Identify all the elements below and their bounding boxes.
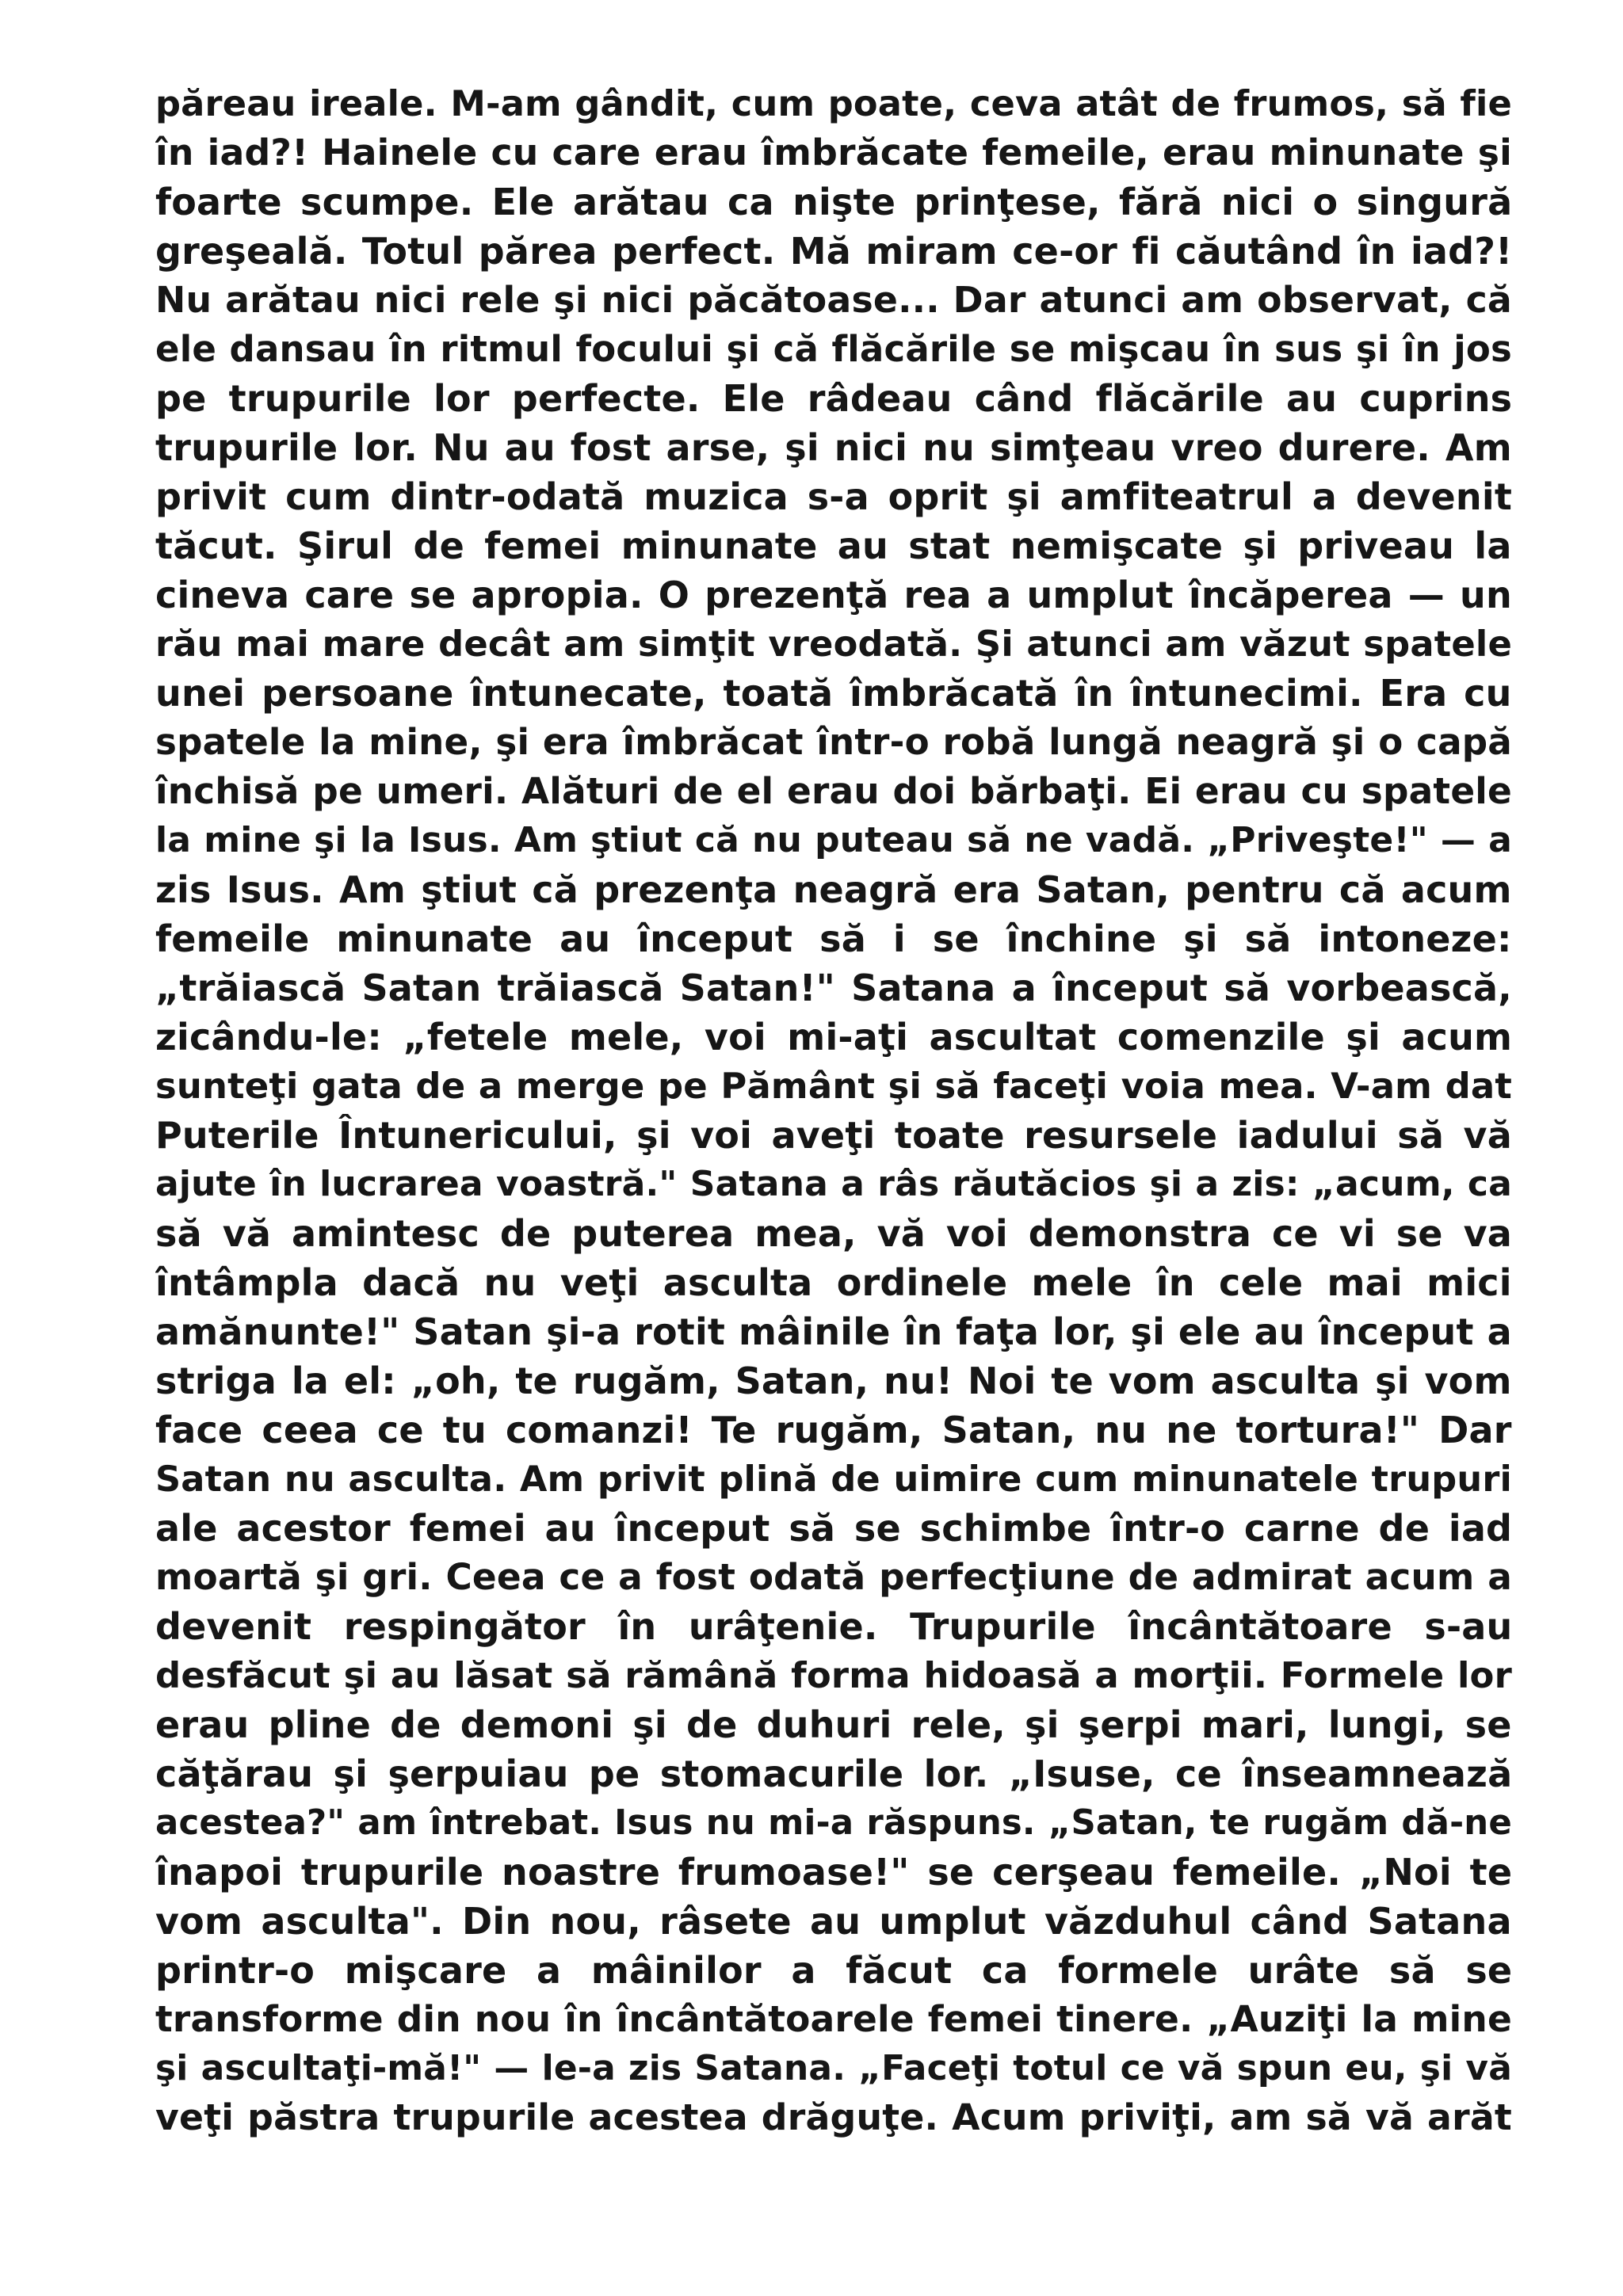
text-line: privit cum dintr-odată muzica s-a oprit şi amfiteatrul a devenit (155, 475, 1512, 518)
text-line: ale acestor femei au început să se schimbe într-o carne de iad (155, 1507, 1512, 1550)
text-line: ele dansau în ritmul focului şi că flăcările se mişcau în sus şi în jos (155, 328, 1512, 370)
document-page (155, 79, 1512, 2266)
text-line: Satan nu asculta. Am privit plină de uimire cum minunatele trupuri (155, 1459, 1512, 1500)
text-line: printr-o mişcare a mâinilor a făcut ca formele urâte să se (155, 1949, 1512, 1992)
text-line: la mine şi la Isus. Am ştiut că nu puteau să ne vadă. „Priveşte!" — a (155, 820, 1512, 860)
text-line: în iad?! Hainele cu care erau îmbrăcate femeile, erau minunate şi (155, 132, 1512, 174)
text-line: închisă pe umeri. Alături de el erau doi bărbaţi. Ei erau cu spatele (155, 770, 1512, 812)
text-line: zicându-le: „fetele mele, voi mi-aţi ascultat comenzile şi acum (155, 1016, 1512, 1058)
text-line: trupurile lor. Nu au fost arse, şi nici nu simţeau vreo durere. Am (155, 426, 1512, 469)
body-text (155, 79, 1512, 2142)
text-line: să vă amintesc de puterea mea, vă voi demonstra ce vi se va (155, 1212, 1512, 1255)
text-line: erau pline de demoni şi de duhuri rele, şi şerpi mari, lungi, se (155, 1703, 1512, 1746)
text-line: şi ascultaţi-mă!" — le-a zis Satana. „Faceţi totul ce vă spun eu, şi vă (155, 2048, 1512, 2088)
text-line: unei persoane întunecate, toată îmbrăcată în întunecimi. Era cu (155, 672, 1512, 715)
text-line: pe trupurile lor perfecte. Ele râdeau când flăcările au cuprins (155, 377, 1512, 420)
text-line: veţi păstra trupurile acestea drăguţe. Acum priviţi, am să vă arăt (155, 2096, 1512, 2138)
text-line: înapoi trupurile noastre frumoase!" se cerşeau femeile. „Noi te (155, 1851, 1512, 1894)
text-line: tăcut. Şirul de femei minunate au stat nemişcate şi priveau la (155, 524, 1512, 567)
text-line: striga la el: „oh, te rugăm, Satan, nu! Noi te vom asculta şi vom (155, 1360, 1512, 1402)
text-line: zis Isus. Am ştiut că prezenţa neagră era Satan, pentru că acum (155, 868, 1512, 911)
text-line: face ceea ce tu comanzi! Te rugăm, Satan, nu ne tortura!" Dar (155, 1409, 1512, 1451)
text-line: rău mai mare decât am simţit vreodată. Şi atunci am văzut spatele (155, 623, 1512, 665)
text-line: devenit respingător în urâţenie. Trupurile încântătoare s-au (155, 1605, 1512, 1648)
text-line: amănunte!" Satan şi-a rotit mâinile în faţa lor, şi ele au început a (155, 1310, 1512, 1353)
text-line: acestea?" am întrebat. Isus nu mi-a răspuns. „Satan, te rugăm dă-ne (155, 1803, 1512, 1843)
text-line: sunteţi gata de a merge pe Pământ şi să faceţi voia mea. V-am dat (155, 1065, 1512, 1107)
text-line: Puterile Întunericului, şi voi aveţi toate resursele iadului să vă (155, 1114, 1512, 1157)
text-line: păreau ireale. M-am gândit, cum poate, ceva atât de frumos, să fie (155, 83, 1512, 124)
text-line: vom asculta". Din nou, râsete au umplut văzduhul când Satana (155, 1900, 1512, 1943)
text-line: spatele la mine, şi era îmbrăcat într-o robă lungă neagră şi o capă (155, 721, 1512, 763)
text-line: femeile minunate au început să i se închine şi să intoneze: (155, 917, 1512, 960)
text-line: întâmpla dacă nu veţi asculta ordinele mele în cele mai mici (155, 1261, 1512, 1304)
text-line: Nu arătau nici rele şi nici păcătoase... Dar atunci am observat, că (155, 279, 1512, 321)
text-line: transforme din nou în încântătoarele femei tinere. „Auziţi la mine (155, 1998, 1512, 2040)
text-line: „trăiască Satan trăiască Satan!" Satana a început să vorbească, (155, 967, 1512, 1009)
text-line: căţărau şi şerpuiau pe stomacurile lor. „Isuse, ce înseamnează (155, 1753, 1512, 1795)
text-line: foarte scumpe. Ele arătau ca nişte prinţese, fără nici o singură (155, 181, 1512, 223)
text-line: cineva care se apropia. O prezenţă rea a umplut încăperea — un (155, 574, 1512, 616)
text-line: ajute în lucrarea voastră." Satana a râs răutăcios şi a zis: „acum, ca (155, 1164, 1512, 1204)
text-line: moartă şi gri. Ceea ce a fost odată perfecţiune de admirat acum a (155, 1556, 1512, 1598)
text-line: greşeală. Totul părea perfect. Mă miram ce-or fi căutând în iad?! (155, 230, 1512, 273)
text-line: desfăcut şi au lăsat să rămână forma hidoasă a morţii. Formele lor (155, 1654, 1512, 1696)
